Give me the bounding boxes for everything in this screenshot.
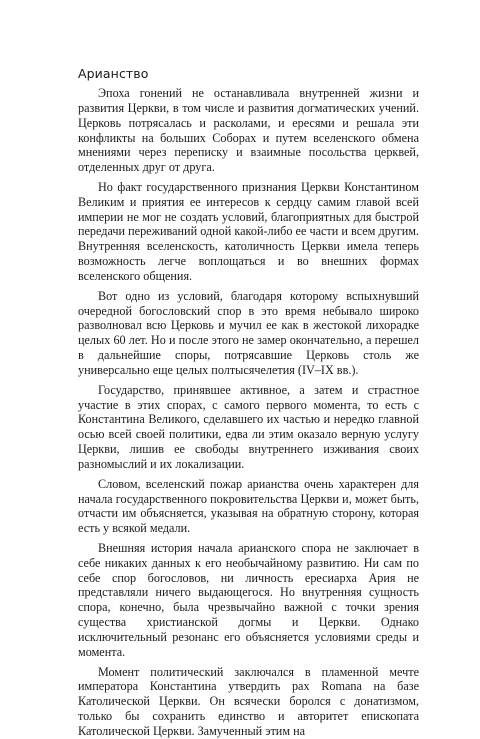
paragraph: Государство, принявшее активное, а затем и страстное участие в этих спорах, с самого первого момента, то есть с Константина Великого, сделавшего их частью и нередко главной осью всей своей политики, едва ли этим оказало верную услугу Церкви, лишив ее свободы внутреннего изживания своих разномыслий и их локализации. (78, 382, 419, 471)
paragraph: Вот одно из условий, благодаря которому вспыхнувший очередной богословский спор в это время небывало широко разволновал всю Церковь и мучил ее как в жестокой лихорадке целых 60 лет. Но и после этого не замер окончательно, а перешел в дальнейшие споры, потрясавшие Церковь столь же универсально еще целых полтысячелетия (IV–IX вв.). (78, 288, 419, 377)
running-header: Арианство (78, 66, 149, 81)
paragraph: Внешняя история начала арианского спора не заключает в себе никаких данных к его необычайному развитию. Ни сам по себе спор богословов, ни личность ересиарха Ария не представляли ничего выдающегося. Но внутренняя сущность спора, конечно, была чрезвычайно важной с точки зрения существа христианской догмы и Церкви. Однако исключительный резонанс его объясняется условиями среды и момента. (78, 540, 419, 659)
paragraph: Момент политический заключался в пламенной мечте императора Константина утвердить pax Romana на базе Католической Церкви. Он всячески боролся с донатизмом, только бы сохранить единство и авторитет епископата Католической Церкви. Замученный этим на (78, 664, 419, 738)
paragraph: Словом, вселенский пожар арианства очень характерен для начала государственного покровительства Церкви и, может быть, отчасти им объясняется, указывая на обратную сторону, которая есть у всякой медали. (78, 476, 419, 536)
paragraph: Но факт государственного признания Церкви Константином Великим и приятия ее интересов к сердцу самим главой всей империи не мог не создать условий, благоприятных для быстрой передачи переживаний одной какой-либо ее части и всем другим. Внутренняя вселенскость, католичность Церкви имела теперь возможность легче воплощаться и во внешних формах вселенского общения. (78, 179, 419, 284)
paragraph: Эпоха гонений не останавливала внутренней жизни и развития Церкви, в том числе и развития догматических учений. Церковь потрясалась и расколами, и ересями и решала эти конфликты на больших Соборах и путем вселенского обмена мнениями через переписку и взаимные посольства церквей, отделенных друг от друга. (78, 86, 419, 175)
page-body (78, 86, 419, 739)
